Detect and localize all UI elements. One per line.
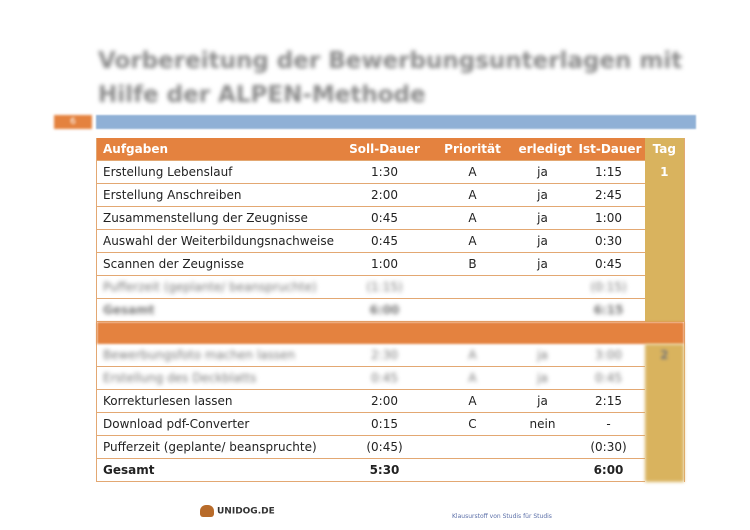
cell-ist: 6:15 — [573, 299, 645, 322]
cell-prio: A — [433, 230, 513, 253]
header-soll-dauer: Soll-Dauer — [337, 138, 433, 161]
cell-task: Gesamt — [97, 299, 337, 322]
cell-soll: (0:45) — [337, 436, 433, 459]
cell-task: Zusammenstellung der Zeugnisse — [97, 207, 337, 230]
table-row — [97, 413, 685, 436]
header-tag: Tag — [645, 138, 685, 161]
cell-done: ja — [513, 344, 573, 367]
cell-soll: (1:15) — [337, 276, 433, 299]
total-row-day-1 — [97, 299, 685, 322]
cell-task: Bewerbungsfoto machen lassen — [97, 344, 337, 367]
cell-prio: A — [433, 367, 513, 390]
cell-ist: 0:45 — [573, 253, 645, 276]
total-row-day-2 — [97, 459, 685, 482]
cell-prio: A — [433, 184, 513, 207]
cell-task: Download pdf-Converter — [97, 413, 337, 436]
cell-task: Erstellung Lebenslauf — [97, 161, 337, 184]
cell-task: Pufferzeit (geplante/ beanspruchte) — [97, 436, 337, 459]
separator-cell — [97, 322, 685, 345]
day-separator-band — [97, 322, 685, 345]
cell-ist: 0:30 — [573, 230, 645, 253]
cell-prio: A — [433, 390, 513, 413]
cell-done: ja — [513, 184, 573, 207]
cell-task: Pufferzeit (geplante/ beanspruchte) — [97, 276, 337, 299]
slide-number: 6 — [54, 115, 92, 129]
cell-soll: 1:30 — [337, 161, 433, 184]
cell-soll: 6:00 — [337, 299, 433, 322]
cell-done: nein — [513, 413, 573, 436]
cell-done: ja — [513, 253, 573, 276]
cell-ist: 3:00 — [573, 344, 645, 367]
cell-done — [513, 276, 573, 299]
cell-done: ja — [513, 207, 573, 230]
cell-done: ja — [513, 230, 573, 253]
table-header-row — [97, 138, 685, 161]
cell-ist: (0:30) — [573, 436, 645, 459]
cell-soll: 5:30 — [337, 459, 433, 482]
cell-prio: A — [433, 207, 513, 230]
cell-task: Erstellung Anschreiben — [97, 184, 337, 207]
header-erledigt: erledigt — [513, 138, 573, 161]
cell-prio: A — [433, 161, 513, 184]
cell-task: Erstellung des Deckblatts — [97, 367, 337, 390]
unidog-logo — [200, 505, 275, 517]
table-row — [97, 390, 685, 413]
day-2-cell: 2 — [645, 344, 685, 482]
cell-done: ja — [513, 367, 573, 390]
header-ist-dauer: Ist-Dauer — [573, 138, 645, 161]
cell-soll: 0:45 — [337, 230, 433, 253]
cell-task: Auswahl der Weiterbildungsnachweise — [97, 230, 337, 253]
buffer-row-day-2 — [97, 436, 685, 459]
cell-done: ja — [513, 161, 573, 184]
title-line-1: Vorbereitung der Bewerbungsunterlagen mit — [98, 48, 683, 74]
cell-ist: 6:00 — [573, 459, 645, 482]
cell-soll: 0:45 — [337, 367, 433, 390]
header-divider-bar — [96, 115, 696, 129]
cell-prio — [433, 276, 513, 299]
table-row — [97, 367, 685, 390]
table-row — [97, 230, 685, 253]
cell-soll: 2:00 — [337, 184, 433, 207]
cell-prio: B — [433, 253, 513, 276]
cell-prio — [433, 299, 513, 322]
cell-prio — [433, 436, 513, 459]
day-1-cell: 1 — [645, 161, 685, 322]
footer-text: Klausurstoff von Studis für Studis — [452, 513, 552, 520]
header-prioritaet: Priorität — [433, 138, 513, 161]
title-line-2: Hilfe der ALPEN-Methode — [98, 82, 426, 108]
task-table — [96, 138, 685, 482]
buffer-row-day-1 — [97, 276, 685, 299]
cell-task: Gesamt — [97, 459, 337, 482]
cell-ist: (0:15) — [573, 276, 645, 299]
table-row — [97, 253, 685, 276]
cell-task: Scannen der Zeugnisse — [97, 253, 337, 276]
slide-title — [98, 44, 683, 112]
cell-ist: 2:45 — [573, 184, 645, 207]
cell-done: ja — [513, 390, 573, 413]
cell-ist: 1:00 — [573, 207, 645, 230]
table-row — [97, 184, 685, 207]
cell-task: Korrekturlesen lassen — [97, 390, 337, 413]
cell-soll: 0:15 — [337, 413, 433, 436]
cell-prio — [433, 459, 513, 482]
cell-soll: 0:45 — [337, 207, 433, 230]
cell-done — [513, 299, 573, 322]
table-row — [97, 344, 685, 367]
table-row — [97, 161, 685, 184]
cell-ist: 0:45 — [573, 367, 645, 390]
table-row — [97, 207, 685, 230]
cell-prio: A — [433, 344, 513, 367]
cell-ist: - — [573, 413, 645, 436]
dog-icon — [200, 505, 214, 517]
cell-soll: 2:00 — [337, 390, 433, 413]
cell-prio: C — [433, 413, 513, 436]
logo-text: UNIDOG.DE — [217, 506, 275, 517]
cell-ist: 1:15 — [573, 161, 645, 184]
cell-ist: 2:15 — [573, 390, 645, 413]
cell-soll: 1:00 — [337, 253, 433, 276]
cell-done — [513, 436, 573, 459]
cell-done — [513, 459, 573, 482]
cell-soll: 2:30 — [337, 344, 433, 367]
header-aufgaben: Aufgaben — [97, 138, 337, 161]
